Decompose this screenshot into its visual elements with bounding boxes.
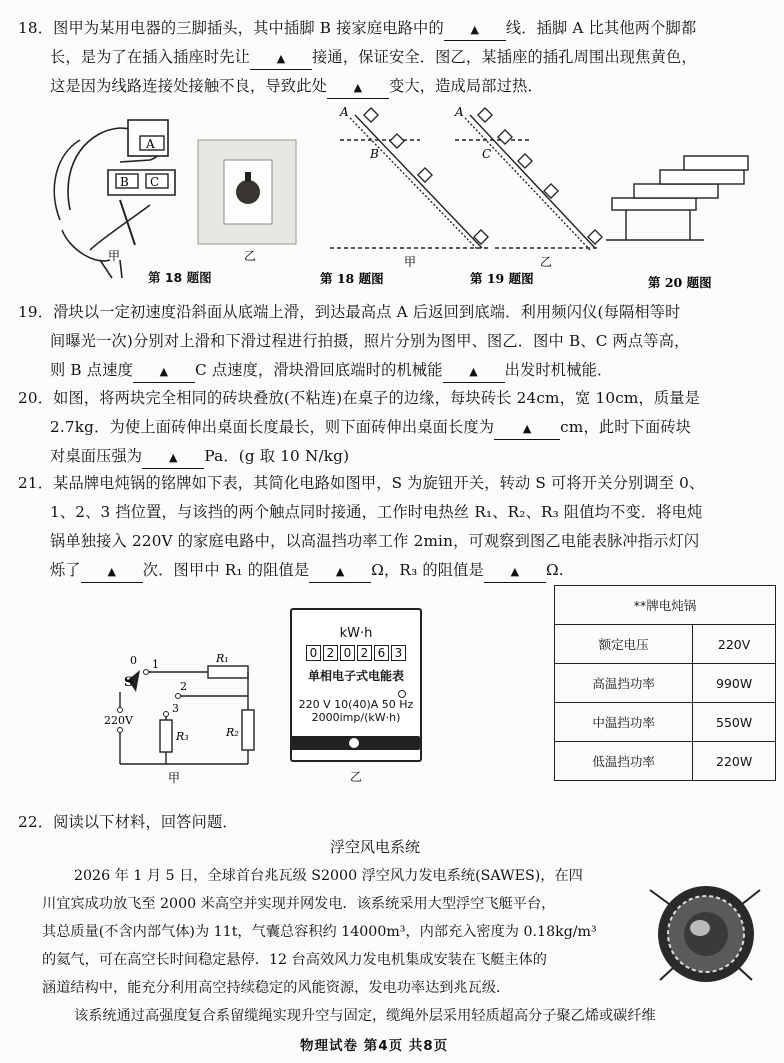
row-label: 高温挡功率: [555, 664, 693, 703]
fig18-label-yi: 乙: [244, 249, 257, 263]
pos0-label: 0: [130, 654, 137, 667]
p1-line4: 的氦气，可在高空长时间稳定悬停．12 台高效风力发电机集成安装在飞艇主体的: [42, 952, 547, 968]
R2-label: R₂: [226, 726, 239, 739]
q21-line1: 21．某品牌电炖锅的铭牌如下表，其简化电路如图甲，S 为旋钮开关，转动 S 可将开关分别调至 0、: [18, 474, 705, 492]
burnt-hole: [236, 180, 260, 204]
table-row: [555, 742, 776, 781]
table-row: [555, 703, 776, 742]
terminal-top: [118, 708, 123, 713]
nameplate-title: **牌电炖锅: [555, 586, 776, 625]
question-20: [18, 384, 770, 471]
p2-text: 该系统通过高强度复合系留缆绳实现升空与固定，缆绳外层采用轻质超高分子聚乙烯或碳纤维: [74, 1008, 656, 1024]
table-row: [555, 625, 776, 664]
row-label: 低温挡功率: [555, 742, 693, 781]
answer-blank[interactable]: ▲: [142, 448, 204, 469]
answer-blank[interactable]: ▲: [81, 562, 143, 583]
meter-unit: kW·h: [339, 626, 373, 641]
q21-line4: 烁了 ▲ 次．图甲中 R₁ 的阻值是 ▲ Ω，R₃ 的阻值是 ▲ Ω.: [18, 556, 770, 585]
fig20-caption: 第 20 题图: [648, 275, 712, 290]
row-label: 中温挡功率: [555, 703, 693, 742]
fig18-caption: 第 18 题图: [320, 271, 384, 286]
incline1-A: A: [340, 105, 349, 119]
fig18-label-jia: 甲: [108, 249, 121, 263]
question-18: [18, 14, 770, 101]
q22-article-title: 浮空风电系统: [330, 838, 421, 856]
terminal-bottom: [118, 728, 123, 733]
table-row: [555, 664, 776, 703]
meter-digit: 3: [391, 645, 406, 661]
voltage-label: 220V: [104, 714, 133, 727]
circuit-diagram: [100, 640, 270, 790]
pos1-label: 1: [152, 658, 159, 671]
meter-digit: 0: [340, 645, 355, 661]
fig19-caption: 第 19 题图: [470, 271, 534, 286]
question-21: [18, 469, 770, 585]
meter-spec: 220 V 10(40)A 50 Hz: [298, 698, 414, 711]
fig19-label-yi: 乙: [540, 255, 553, 269]
pos2-label: 2: [180, 680, 187, 693]
answer-blank[interactable]: ▲: [250, 49, 312, 70]
answer-blank[interactable]: ▲: [443, 362, 505, 383]
R1-label: R₁: [216, 652, 229, 665]
q19-line3: 则 B 点速度 ▲ C 点速度，滑块滑回底端时的机械能 ▲ 出发时机械能．: [18, 356, 770, 385]
p1-line1: 2026 年 1 月 5 日，全球首台兆瓦级 S2000 浮空风力发电系统(SAWES)，在四: [74, 868, 583, 884]
fig18-caption-text: 第 18 题图: [148, 270, 212, 285]
nameplate-table: [554, 585, 776, 781]
incline-yi-blocks: [478, 108, 602, 244]
meter-digit: 0: [306, 645, 321, 661]
row-value: 550W: [693, 703, 776, 742]
answer-blank[interactable]: ▲: [444, 20, 506, 41]
switch-S-label: S: [124, 675, 134, 690]
p1-line5: 涵道结构中，能充分利用高空持续稳定的风能资源，发电功率达到兆瓦级．: [42, 980, 511, 996]
row-value: 220V: [693, 625, 776, 664]
p1-line3: 其总质量(不含内部气体)为 11t，气囊总容积约 14000m³，内部充入密度为 0.18kg/m³: [42, 924, 597, 940]
pin-B-label: B: [120, 175, 129, 189]
q22-intro: 22．阅读以下材料，回答问题．: [18, 813, 238, 831]
meter-constant: 2000imp/(kW·h): [311, 711, 401, 724]
pin-A-label: A: [146, 137, 155, 151]
p1-line2: 川宜宾成功放飞至 2000 米高空并实现并网发电．该系统采用大型浮空飞艇平台，: [42, 896, 556, 912]
bricks-table-illustration: [606, 156, 748, 240]
q18-line2: 长，是为了在插入插座时先让 ▲ 接通，保证安全．图乙，某插座的插孔周围出现焦黄色，: [18, 43, 770, 72]
pos3-label: 3: [172, 702, 179, 715]
incline-yi: [455, 115, 600, 250]
meter-digits: [292, 645, 420, 661]
incline2-A: A: [455, 105, 464, 119]
q20-line2: 2.7kg．为使上面砖伸出桌面长度最长，则下面砖伸出桌面长度为 ▲ cm，此时下面砖块: [18, 413, 770, 442]
q20-line1: 20．如图，将两块完全相同的砖块叠放(不粘连)在桌子的边缘，每块砖长 24cm，宽 10cm，质量是: [18, 389, 701, 407]
socket-hole: [245, 172, 251, 182]
row-label: 额定电压: [555, 625, 693, 664]
answer-blank[interactable]: ▲: [327, 78, 389, 99]
pin-C-label: C: [150, 175, 160, 189]
q18-line3: 这是因为线路连接处接触不良，导致此处 ▲ 变大，造成局部过热．: [18, 72, 770, 101]
answer-blank[interactable]: ▲: [133, 362, 195, 383]
incline-jia: [330, 115, 488, 250]
meter-name: 单相电子式电能表: [307, 669, 404, 683]
incline2-C: C: [482, 147, 492, 161]
q20-line3: 对桌面压强为 ▲ Pa．(g 取 10 N/kg): [18, 442, 770, 471]
circuit-label-jia: 甲: [168, 771, 181, 785]
incline1-B: B: [370, 147, 379, 161]
q19-line1: 19．滑块以一定初速度沿斜面从底端上滑，到达最高点 A 后返回到底端．利用频闪仪(每隔相等时: [18, 303, 681, 321]
question-19: [18, 298, 770, 385]
contact-2: [176, 694, 181, 699]
answer-blank[interactable]: ▲: [494, 419, 560, 440]
answer-blank[interactable]: ▲: [484, 562, 546, 583]
answer-blank[interactable]: ▲: [309, 562, 371, 583]
figures-18-20: [0, 100, 784, 300]
meter-digit: 6: [374, 645, 389, 661]
incline-jia-blocks: [364, 108, 488, 244]
row-value: 990W: [693, 664, 776, 703]
q21-line3: 锅单独接入 220V 的家庭电路中，以高温挡功率工作 2min，可观察到图乙电能表脉冲指示灯闪: [50, 532, 700, 550]
R3-label: R₃: [176, 730, 189, 743]
meter-digit: 2: [357, 645, 372, 661]
fig19-label-jia: 甲: [404, 255, 417, 269]
q18-line1: 18．图甲为某用电器的三脚插头，其中插脚 B 接家庭电路中的 ▲ 线．插脚 A 比其他两个脚都: [18, 14, 770, 43]
q19-line2: 间曝光一次)分别对上滑和下滑过程进行拍摄，照片分别为图甲、图乙．图中 B、C 两点等高，: [50, 332, 690, 350]
airship-photo: [640, 872, 770, 992]
p2-line1: [18, 1002, 778, 1030]
meter-label-yi: 乙: [350, 770, 363, 784]
contact-1: [144, 670, 149, 675]
pulse-indicator: [398, 690, 406, 698]
q21-line2: 1、2、3 挡位置，与该挡的两个触点同时接通，工作时电热丝 R₁、R₂、R₃ 阻值均不变．将电炖: [50, 503, 703, 521]
meter-screw: [349, 738, 359, 748]
q22-article-body: [18, 862, 628, 1002]
page-footer: 物理试卷 第4页 共8页: [300, 1038, 449, 1054]
contact-3: [164, 712, 169, 717]
meter-digit: 2: [323, 645, 338, 661]
row-value: 220W: [693, 742, 776, 781]
